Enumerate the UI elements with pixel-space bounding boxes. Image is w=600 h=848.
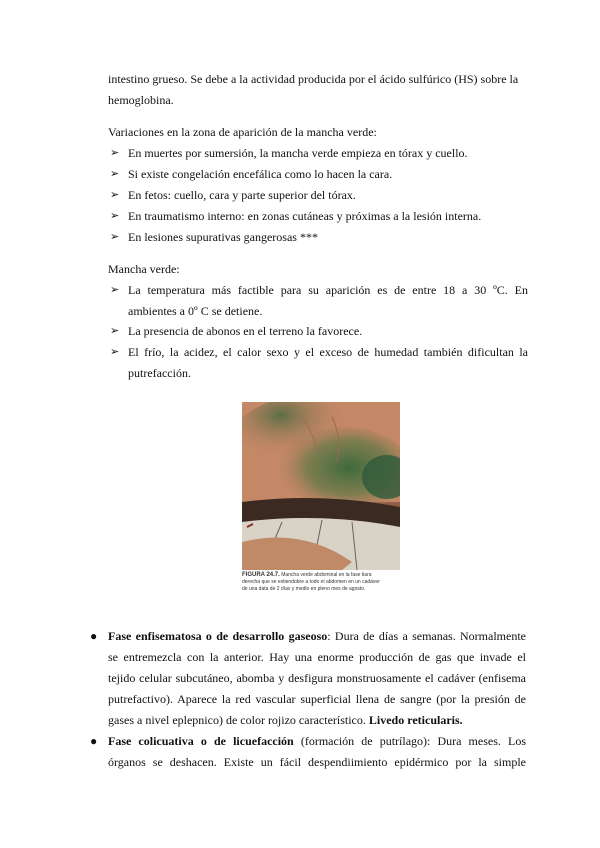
list-item [110, 280, 528, 322]
arrow-bullet-icon: ➢ [110, 147, 120, 159]
figure-image [242, 402, 400, 570]
fase-text: : Dura de días a semanas. Normalmente [327, 629, 526, 643]
bullet-dot-icon: ● [90, 734, 98, 748]
arrow-bullet-icon: ➢ [110, 168, 120, 180]
text-line: hemoglobina. [108, 93, 174, 107]
arrow-bullet-icon: ➢ [110, 346, 120, 358]
arrow-bullet-icon: ➢ [110, 189, 120, 201]
fase-title: Fase enfisematosa o de desarrollo gaseoso [108, 629, 328, 643]
variaciones-heading: Variaciones en la zona de aparición de la mancha verde: [108, 125, 377, 139]
fase-text: gases a nivel eplepnico) de color rojizo característico. [108, 713, 366, 727]
text-line: se entremezcla con la anterior. Hay una enorme producción de gas que invade el [108, 650, 526, 664]
caption-line: de una data de 2 días y medio en pleno mes de agosto. [242, 586, 366, 592]
list-item-text: En traumatismo interno: en zonas cutáneas y próximas a la lesión interna. [128, 209, 482, 223]
list-item [110, 227, 528, 248]
list-item [110, 206, 528, 227]
bullet-dot-icon: ● [90, 629, 98, 643]
list-item-text: La temperatura más factible para su aparición es de entre 18 a 30 ºC. En [128, 283, 528, 297]
list-item [110, 143, 528, 164]
fase-text: (formación de putrílago): Dura meses. Los [293, 734, 526, 748]
fase-enfisematosa [90, 626, 526, 731]
list-item-text: Si existe congelación encefálica como lo hacen la cara. [128, 167, 393, 181]
caption-line: derecha que se extiendobre a todo el abdomen en un cadáver [242, 579, 380, 585]
arrow-bullet-icon: ➢ [110, 210, 120, 222]
list-item [110, 185, 528, 206]
intro-paragraph [108, 69, 526, 111]
caption-line [242, 572, 402, 579]
fase-title: Fase colicuativa o de licuefacción [108, 734, 294, 748]
list-item-text: En fetos: cuello, cara y parte superior del tórax. [128, 188, 356, 202]
fase-colicuativa [90, 731, 526, 773]
list-item-text: En lesiones supurativas gangerosas *** [128, 230, 318, 244]
text-line: órganos se deshacen. Existe un fácil despendiimiento epidérmico por la simple [108, 755, 526, 769]
arrow-bullet-icon: ➢ [110, 325, 120, 337]
figure-photo [242, 402, 400, 570]
list-item-text: La presencia de abonos en el terreno la favorece. [128, 324, 363, 338]
list-item-text: El frío, la acidez, el calor sexo y el exceso de humedad también dificultan la [128, 345, 528, 359]
text-line [108, 731, 526, 752]
list-item-text: ambientes a 0º C se detiene. [128, 304, 263, 318]
text-line [108, 626, 526, 647]
arrow-bullet-icon: ➢ [110, 231, 120, 243]
arrow-bullet-icon: ➢ [110, 284, 120, 296]
list-item-text: putrefacción. [128, 366, 191, 380]
text-line [108, 710, 526, 731]
list-item-text: En muertes por sumersión, la mancha verde empieza en tórax y cuello. [128, 146, 468, 160]
text-line: intestino grueso. Se debe a la actividad producida por el ácido sulfúrico (HS) sobre la [108, 72, 519, 86]
figure-label: FIGURA 24.7. [242, 572, 280, 578]
figure-caption [242, 572, 402, 593]
livedo-term: Livedo reticularis. [368, 713, 463, 727]
text-line: putrefactivo). Aparece la red vascular superficial llena de sangre (por la presión de [108, 692, 526, 706]
list-item [110, 342, 528, 384]
list-item [110, 164, 528, 185]
caption-text: Mancha verde abdominal en la fase tiara [281, 572, 372, 578]
list-item [110, 321, 528, 342]
mancha-verde-heading: Mancha verde: [108, 262, 180, 276]
text-line: tejido celular subcutáneo, abomba y desfigura monstruosamente el cadáver (enfisema [108, 671, 526, 685]
